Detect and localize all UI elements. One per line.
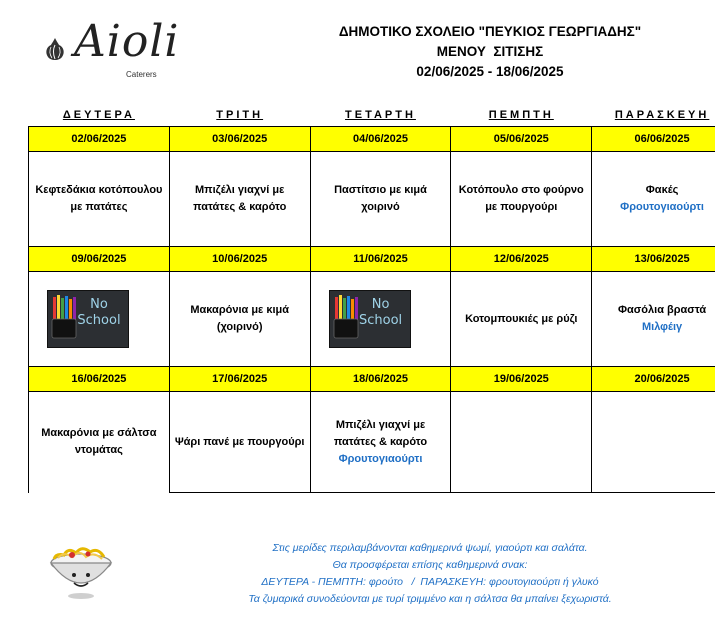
meal-dessert: Φρουτογιαούρτι <box>620 201 704 213</box>
day-header-friday: ΠΑΡΑΣΚΕΥΗ <box>614 109 710 121</box>
meal-main: Κοτόπουλο στο φούρνο με πουργούρι <box>458 184 584 213</box>
logo-wordmark: Aioli <box>74 16 180 67</box>
meal-cell <box>29 392 170 493</box>
date-cell: 18/06/2025 <box>310 367 451 392</box>
soup-bowl-icon <box>46 533 116 603</box>
meal-cell <box>29 272 170 367</box>
meal-main: Μακαρόνια με κιμά (χοιρινό) <box>190 304 290 333</box>
meal-main: Μπιζέλι γιαχνί με πατάτες & καρότο <box>333 418 428 448</box>
date-cell: 05/06/2025 <box>451 127 592 152</box>
day-header-row <box>29 104 715 127</box>
meal-main: Ψάρι πανέ με πουργούρι <box>174 435 305 448</box>
meal-main: Κεφτεδάκια κοτόπουλου με πατάτες <box>35 184 163 213</box>
date-cell: 20/06/2025 <box>592 367 715 392</box>
date-cell: 10/06/2025 <box>169 247 310 272</box>
note-line: Τα ζυμαρικά συνοδεύονται με τυρί τριμμένο και η σάλτσα θα μπαίνει ξεχωριστά. <box>248 593 612 605</box>
meal-main: Παστίτσιο με κιμά χοιρινό <box>334 184 427 213</box>
menu-period: 02/06/2025 - 18/06/2025 <box>416 64 564 79</box>
meal-cell <box>29 152 170 247</box>
meal-cell <box>592 392 715 493</box>
meal-cell <box>592 272 715 367</box>
meal-cell <box>310 272 451 367</box>
date-cell: 02/06/2025 <box>29 127 170 152</box>
meal-cell <box>451 392 592 493</box>
no-school-text: No School <box>359 297 403 328</box>
date-row <box>29 247 715 272</box>
meal-main: Φακές <box>645 184 679 196</box>
date-cell: 12/06/2025 <box>451 247 592 272</box>
day-header-monday: ΔΕΥΤΕΡΑ <box>62 109 135 121</box>
meal-cell <box>451 272 592 367</box>
day-header-tuesday: ΤΡΙΤΗ <box>216 109 264 121</box>
menu-table <box>28 104 715 493</box>
meal-main: Κοτομπουκιές με ρύζι <box>465 312 578 325</box>
date-cell: 09/06/2025 <box>29 247 170 272</box>
meal-cell <box>169 272 310 367</box>
no-school-image <box>329 290 411 348</box>
date-cell: 13/06/2025 <box>592 247 715 272</box>
meal-dessert: Φρουτογιαούρτι <box>338 452 423 465</box>
day-header-wednesday: ΤΕΤΑΡΤΗ <box>345 109 416 121</box>
garlic-icon <box>44 36 66 62</box>
meal-row <box>29 392 715 493</box>
meal-row <box>29 272 715 367</box>
no-school-image <box>47 290 129 348</box>
date-cell: 06/06/2025 <box>592 127 715 152</box>
meal-cell <box>310 152 451 247</box>
note-line: ΔΕΥΤΕΡΑ - ΠΕΜΠΤΗ: φρούτο / ΠΑΡΑΣΚΕΥΗ: φρουτογιαούρτι ή γλυκό <box>261 576 599 588</box>
date-cell: 11/06/2025 <box>310 247 451 272</box>
date-cell: 19/06/2025 <box>451 367 592 392</box>
date-row <box>29 127 715 152</box>
meal-dessert: Μιλφέιγ <box>641 321 683 333</box>
meal-cell <box>451 152 592 247</box>
meal-cell <box>592 152 715 247</box>
date-cell: 17/06/2025 <box>169 367 310 392</box>
meal-main: Μπιζέλι γιαχνί με πατάτες & καρότο <box>193 184 287 213</box>
school-name: ΔΗΜΟΤΙΚΟ ΣΧΟΛΕΙΟ "ΠΕΥΚΙΟΣ ΓΕΩΡΓΙΑΔΗΣ" <box>338 24 642 39</box>
note-line: Θα προσφέρεται επίσης καθημερινά σνακ: <box>332 559 528 571</box>
date-cell: 04/06/2025 <box>310 127 451 152</box>
meal-main: Φασόλια βραστά <box>617 304 707 316</box>
meal-cell <box>169 392 310 493</box>
date-cell: 03/06/2025 <box>169 127 310 152</box>
note-line: Στις μερίδες περιλαμβάνονται καθημερινά ψωμί, γιαούρτι και σαλάτα. <box>272 542 588 554</box>
logo-subtitle: Caterers <box>126 70 157 79</box>
caterer-logo <box>44 14 180 86</box>
meal-row <box>29 152 715 247</box>
date-cell: 16/06/2025 <box>29 367 170 392</box>
meal-cell <box>310 392 451 493</box>
menu-header <box>300 22 680 82</box>
menu-title: ΜΕΝΟΥ ΣΙΤΙΣΗΣ <box>436 44 544 59</box>
date-row <box>29 367 715 392</box>
meal-main: Μακαρόνια με σάλτσα ντομάτας <box>41 427 157 457</box>
day-header-thursday: ΠΕΜΠΤΗ <box>488 109 554 121</box>
meal-cell <box>169 152 310 247</box>
no-school-text: No School <box>77 297 121 328</box>
menu-notes <box>200 540 660 608</box>
